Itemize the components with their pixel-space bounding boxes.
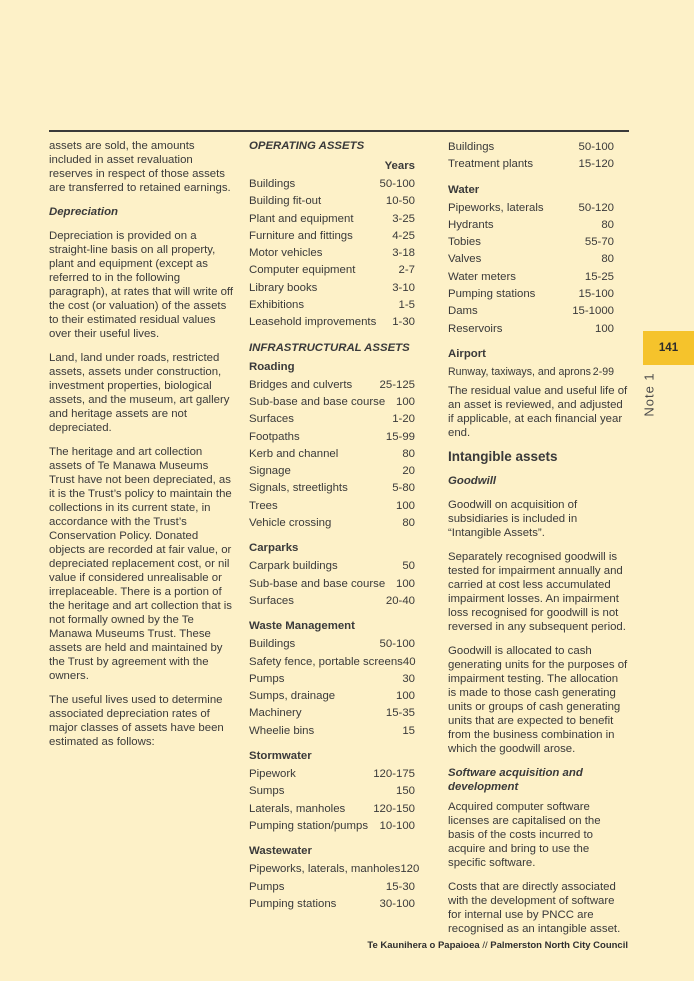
- table-row: Hydrants 80: [448, 218, 614, 231]
- carparks-group: [249, 541, 415, 610]
- table-row: Water meters 15-25: [448, 270, 614, 283]
- goodwill-paragraph-1: Goodwill on acquisition of subsidiaries is included in “Intangible Assets”.: [448, 499, 578, 540]
- group-heading: Airport: [448, 347, 486, 360]
- table-row: Laterals, manholes 120-150: [249, 802, 415, 815]
- table-row: Signage 20: [249, 465, 415, 478]
- table-row: Valves 80: [448, 253, 614, 266]
- depreciation-heading: Depreciation: [49, 206, 118, 218]
- non-depreciated-paragraph: Land, land under roads, restricted assets, assets under construction, investment properties, biological assets, and the museum, art gallery and heritage assets are not depreciated.: [49, 352, 230, 434]
- footer-org-maori: Te Kaunihera o Papaioea: [367, 940, 480, 951]
- column-3: [448, 139, 629, 946]
- operating-assets-table: [249, 176, 415, 332]
- table-row: Pipeworks, laterals, manholes 120: [249, 863, 420, 876]
- table-row: Buildings 50-100: [249, 638, 415, 651]
- table-row: Vehicle crossing 80: [249, 517, 415, 530]
- table-row: Buildings 50-100: [249, 178, 415, 190]
- roading-group: [249, 360, 415, 533]
- table-row: Exhibitions 1-5: [249, 299, 415, 312]
- side-note-label: Note 1: [641, 372, 657, 417]
- water-group: [448, 183, 614, 338]
- software-paragraph-2: Costs that are directly associated with the development of software for internal use by PNCC are recognised as an intangible asset.: [448, 881, 621, 936]
- table-row: Plant and equipment 3-25: [249, 212, 415, 225]
- goodwill-heading: Goodwill: [448, 475, 497, 488]
- airport-group: [448, 347, 614, 381]
- waste-management-group: [249, 619, 415, 740]
- table-row: Building fit-out 10-50: [249, 195, 415, 208]
- years-column-header: Years: [384, 160, 415, 172]
- table-row: Machinery 15-35: [249, 707, 415, 720]
- treatment-group: [448, 139, 614, 174]
- table-row: Tobies 55-70: [448, 236, 614, 249]
- table-row: Sumps 150: [249, 785, 415, 798]
- software-heading: Software acquisition and development: [448, 767, 583, 794]
- table-row: Safety fence, portable screens 40: [249, 655, 416, 668]
- table-row: Footpaths 15-99: [249, 430, 415, 443]
- stormwater-group: [249, 749, 415, 835]
- group-heading: Water: [448, 183, 480, 196]
- intro-paragraph: assets are sold, the amounts included in asset revaluation reserves in respect of those assets are transferred to retained earnings.: [49, 140, 231, 194]
- table-row: Pipeworks, laterals 50-120: [448, 201, 614, 214]
- table-row: Bridges and culverts 25-125: [249, 378, 415, 391]
- table-row: Pipework 120-175: [249, 768, 415, 781]
- table-row: Motor vehicles 3-18: [249, 247, 415, 260]
- table-row: Pumping stations 15-100: [448, 288, 614, 301]
- table-row: Sub-base and base course 100: [249, 395, 415, 408]
- group-heading: Wastewater: [249, 845, 312, 858]
- table-row: Pumps 30: [249, 672, 415, 685]
- table-row: Trees 100: [249, 499, 415, 512]
- footer-separator: //: [482, 940, 488, 951]
- useful-lives-paragraph: The useful lives used to determine associated depreciation rates of major classes of assets have been estimated as follows:: [49, 694, 224, 748]
- table-row: Wheelie bins 15: [249, 724, 415, 737]
- table-row: Surfaces 20-40: [249, 594, 415, 607]
- column-1: [49, 139, 234, 759]
- table-row: Sumps, drainage 100: [249, 690, 415, 703]
- table-row: Surfaces 1-20: [249, 413, 415, 426]
- table-row: Sub-base and base course 100: [249, 577, 415, 590]
- group-heading: Waste Management: [249, 620, 355, 633]
- group-heading: Stormwater: [249, 750, 312, 763]
- column-2: [249, 139, 420, 922]
- table-row: Dams 15-1000: [448, 305, 614, 318]
- group-heading: Roading: [249, 360, 295, 373]
- operating-assets-heading: OPERATING ASSETS: [249, 140, 365, 152]
- table-row: Runway, taxiways, and aprons 2-99: [448, 365, 614, 378]
- goodwill-paragraph-2: Separately recognised goodwill is tested for impairment annually and carried at cost less accumulated impairment losses. An impairment loss recognised for goodwill is not reversed in any subsequent period.: [448, 551, 626, 634]
- table-row: Treatment plants 15-120: [448, 158, 614, 171]
- residual-value-paragraph: The residual value and useful life of an asset is reviewed, and adjusted if applicable, at each financial year end.: [448, 385, 628, 440]
- heritage-paragraph: The heritage and art collection assets of Te Manawa Museums Trust have not been depreciated, as it is the Trust’s policy to maintain the collections in its current state, in accordance with the Trust’s Conservation Policy. Donated objects are recorded at fair value, or depreciated replacement cost, or nil value if considered unrealisable or irreplaceable. There is a portion of the heritage and art collection that is not formally owned by the Te Manawa Museums Trust. These assets are held and maintained by the Trust by agreement with the owners.: [49, 446, 232, 682]
- software-paragraph-1: Acquired computer software licenses are capitalised on the basis of the costs incurred to acquire and bring to use the specific software.: [448, 801, 601, 870]
- group-heading: Carparks: [249, 542, 299, 555]
- table-row: Library books 3-10: [249, 281, 415, 294]
- infrastructural-assets-heading: INFRASTRUCTURAL ASSETS: [249, 341, 410, 354]
- goodwill-paragraph-3: Goodwill is allocated to cash generating units for the purposes of impairment testing. The allocation is made to those cash generating units or groups of cash generating units that are expected to benefit from the business combination in which the goodwill arose.: [448, 645, 628, 756]
- table-row: Pumping stations 30-100: [249, 897, 415, 910]
- depreciation-paragraph: Depreciation is provided on a straight-line basis on all property, plant and equipment (except as referred to in the following paragraph), at rates that will write off the cost (or valuation) of the assets to their estimated residual values over their useful lives.: [49, 230, 234, 340]
- table-row: Pumps 15-30: [249, 880, 415, 893]
- table-row: Reservoirs 100: [448, 322, 614, 335]
- table-row: Buildings 50-100: [448, 141, 614, 153]
- footer: [300, 940, 628, 951]
- intangible-assets-heading: Intangible assets: [448, 449, 558, 465]
- table-row: Signals, streetlights 5-80: [249, 482, 415, 495]
- top-rule: [49, 130, 629, 132]
- footer-org-english: Palmerston North City Council: [490, 940, 628, 951]
- table-row: Leasehold improvements 1-30: [249, 316, 415, 329]
- table-row: Computer equipment 2-7: [249, 264, 415, 277]
- table-row: Pumping station/pumps 10-100: [249, 819, 415, 832]
- page-number-tab: 141: [643, 331, 694, 365]
- wastewater-group: [249, 844, 420, 913]
- table-row: Carpark buildings 50: [249, 560, 415, 573]
- table-row: Kerb and channel 80: [249, 447, 415, 460]
- table-row: Furniture and fittings 4-25: [249, 229, 415, 242]
